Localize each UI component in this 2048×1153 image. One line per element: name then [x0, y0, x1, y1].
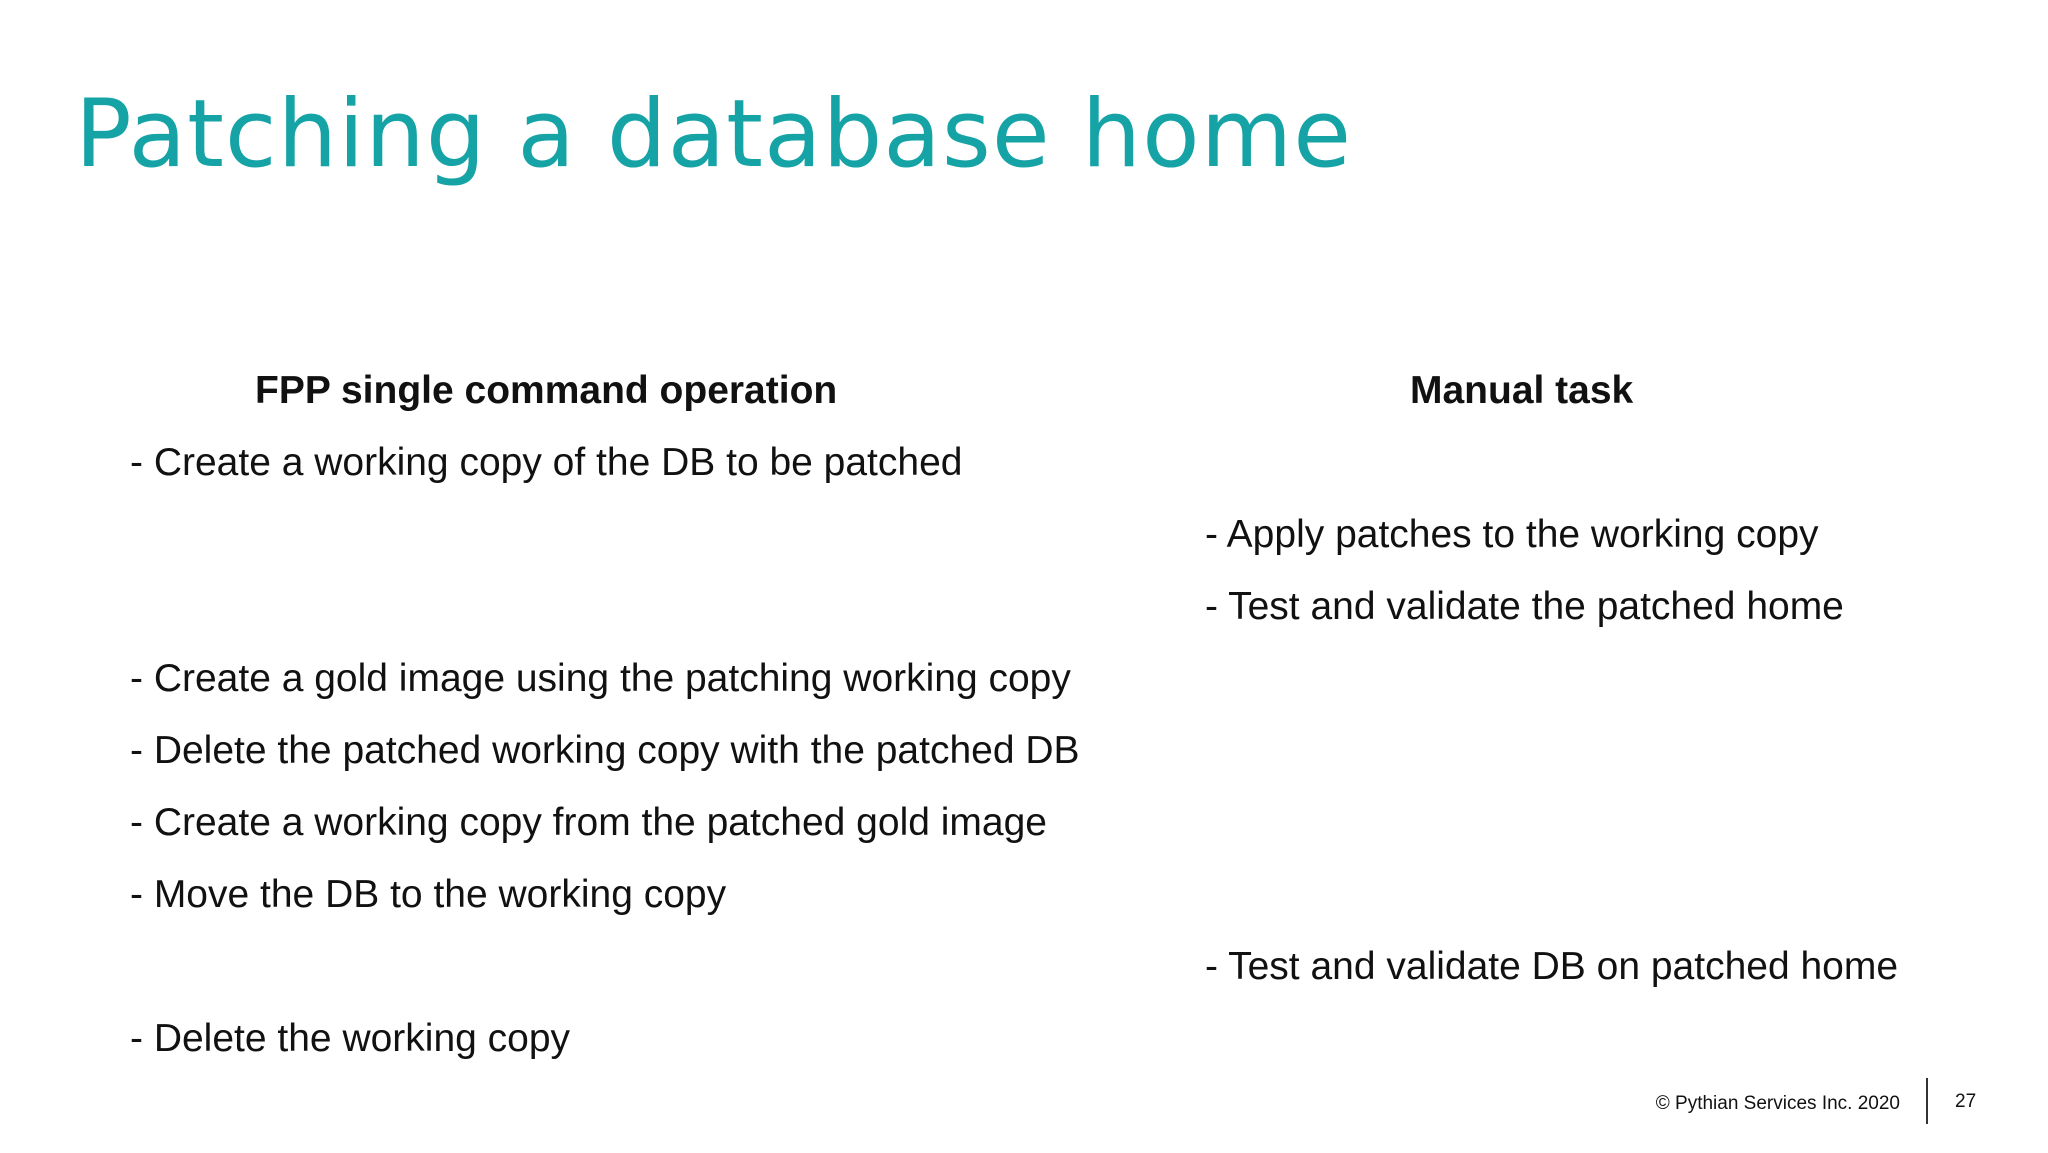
fpp-column-heading: FPP single command operation — [255, 369, 838, 412]
footer-copyright: © Pythian Services Inc. 2020 — [1655, 1093, 1900, 1114]
step-move-db: - Move the DB to the working copy — [130, 873, 727, 916]
manual-column-heading: Manual task — [1410, 369, 1634, 412]
step-create-gold-image: - Create a gold image using the patching working copy — [130, 657, 1071, 700]
step-create-working-copy: - Create a working copy of the DB to be patched — [130, 441, 963, 484]
step-create-copy-from-gold: - Create a working copy from the patched gold image — [130, 801, 1047, 844]
page-number: 27 — [1955, 1091, 1977, 1112]
step-test-patched-home: - Test and validate the patched home — [1205, 585, 1844, 628]
slide-title: Patching a database home — [75, 80, 1353, 189]
step-apply-patches: - Apply patches to the working copy — [1205, 513, 1819, 556]
footer-divider — [1926, 1078, 1928, 1124]
step-delete-patched-copy: - Delete the patched working copy with the patched DB — [130, 729, 1080, 772]
step-test-db-on-patched-home: - Test and validate DB on patched home — [1205, 945, 1899, 988]
step-delete-working-copy: - Delete the working copy — [130, 1017, 571, 1060]
